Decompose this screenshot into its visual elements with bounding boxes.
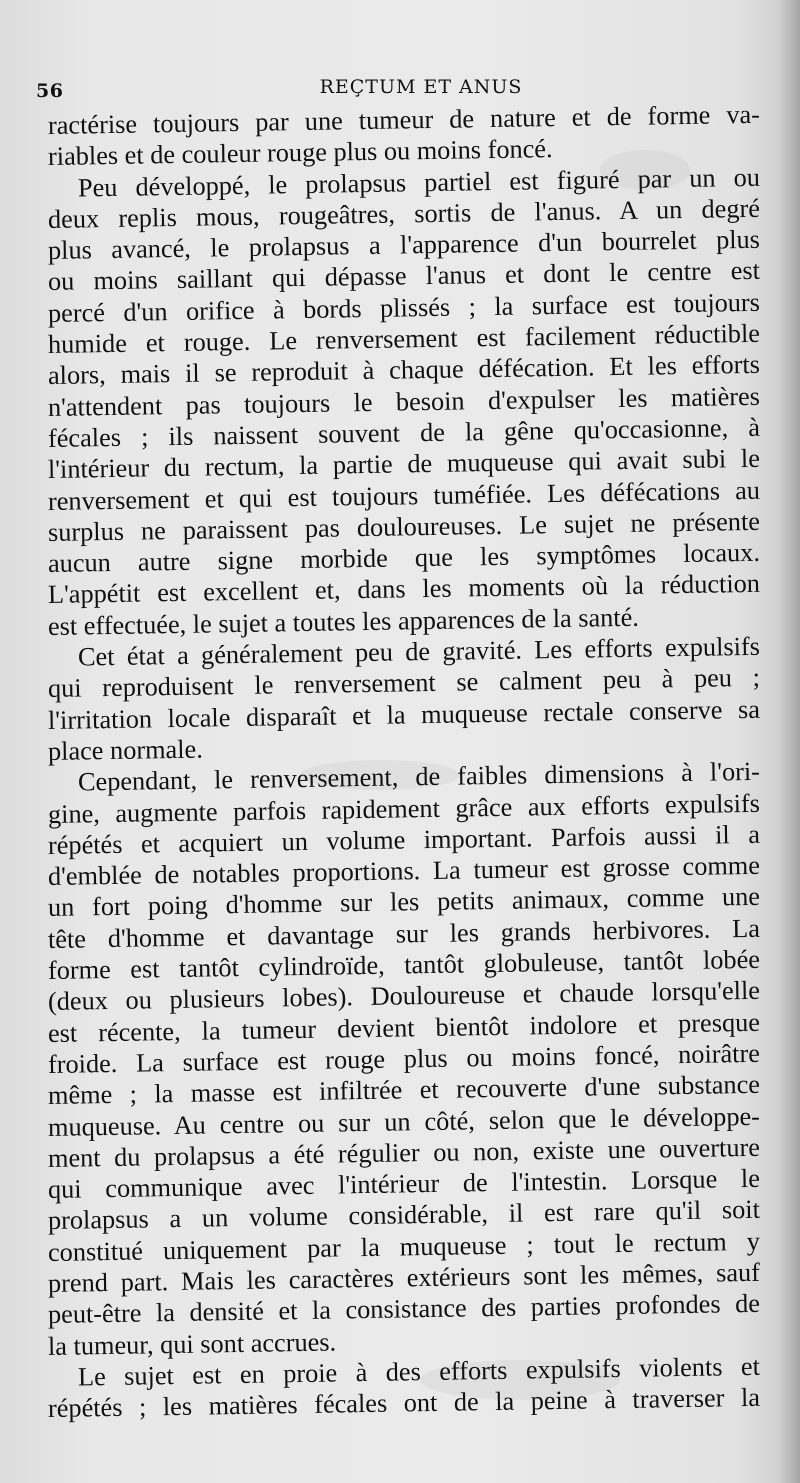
page-header xyxy=(36,74,756,104)
text-line: forme est tantôt cylindroïde, tantôt globuleuse, tantôt lobée xyxy=(47,944,761,986)
text-line: humide et rouge. Le renversement est facilement réductible xyxy=(47,318,761,360)
text-line: peut-être la densité et la consistance des parties profondes de xyxy=(47,1289,761,1330)
text-line: est effectuée, le sujet a toutes les apparences de la santé. xyxy=(47,602,640,641)
text-line: l'irritation locale disparaît et la muqueuse rectale conserve sa xyxy=(47,694,761,735)
text-line: aucun autre signe morbide que les symptômes locaux. xyxy=(47,537,761,579)
text-line: prend part. Mais les caractères extérieurs sont les mêmes, sauf xyxy=(47,1257,761,1298)
running-title: REÇTUM ET ANUS xyxy=(319,76,523,98)
text-line: répétés et acquiert un volume important. Parfois aussi il a xyxy=(47,819,761,860)
text-line: la tumeur, qui sont accrues. xyxy=(47,1327,337,1361)
text-line: Le sujet est en proie à des efforts expulsifs violents et xyxy=(77,1351,761,1392)
text-line: qui reproduisent le renversement se calment peu à peu ; xyxy=(47,663,761,704)
body-text xyxy=(47,99,761,1424)
text-line: L'appétit est excellent et, dans les moments où la réduction xyxy=(47,569,761,610)
text-line: Cependant, le renversement, de faibles dimensions à l'ori- xyxy=(77,757,761,797)
text-line: même ; la masse est infiltrée et recouverte d'une substance xyxy=(47,1070,761,1111)
text-line: percé d'un orifice à bords plissés ; la surface est toujours xyxy=(47,287,761,328)
text-line: constitué uniquement par la muqueuse ; tout le rectum y xyxy=(47,1226,761,1267)
text-line: place normale. xyxy=(47,734,203,766)
text-line: est récente, la tumeur devient bientôt indolore et presque xyxy=(47,1007,761,1048)
text-line: alors, mais il se reproduit à chaque défécation. Et les efforts xyxy=(47,350,761,391)
text-line: renversement et qui est toujours tuméfiée. Les défécations au xyxy=(47,475,761,516)
text-line: d'emblée de notables proportions. La tumeur est grosse comme xyxy=(47,850,761,892)
text-line: l'intérieur du rectum, la partie de muqueuse qui avait subi le xyxy=(47,444,761,485)
text-line: deux replis mous, rougeâtres, sortis de l'anus. A un degré xyxy=(47,193,761,234)
text-line: froide. La surface est rouge plus ou moins foncé, noirâtre xyxy=(47,1038,761,1079)
text-line: un fort poing d'homme sur les petits animaux, comme une xyxy=(47,882,761,923)
text-line: Peu développé, le prolapsus partiel est figuré par un ou xyxy=(77,162,761,203)
text-line: plus avancé, le prolapsus a l'apparence d'un bourrelet plus xyxy=(47,225,761,266)
text-line: ractérise toujours par une tumeur de nature et de forme va- xyxy=(47,99,761,140)
text-line: ou moins saillant qui dépasse l'anus et dont le centre est xyxy=(47,256,761,297)
text-line: répétés ; les matières fécales ont de la peine à traverser la xyxy=(47,1382,761,1424)
text-line: n'attendent pas toujours le besoin d'expulser les matières xyxy=(47,381,761,422)
text-line: Cet état a généralement peu de gravité. Les efforts expulsifs xyxy=(77,631,761,672)
text-line: ment du prolapsus a été régulier ou non, existe une ouverture xyxy=(47,1132,761,1173)
page-edge-shadow xyxy=(778,0,800,1483)
page-number: 56 xyxy=(36,80,64,102)
text-line: fécales ; ils naissent souvent de la gêne qu'occasionne, à xyxy=(47,412,761,453)
text-line: gine, augmente parfois rapidement grâce aux efforts expulsifs xyxy=(47,788,761,829)
text-line: riables et de couleur rouge plus ou moins foncé. xyxy=(47,134,553,172)
text-line: tête d'homme et davantage sur les grands herbivores. La xyxy=(47,913,761,954)
text-line: (deux ou plusieurs lobes). Douloureuse et chaude lorsqu'elle xyxy=(47,976,761,1017)
text-line: qui communique avec l'intérieur de l'intestin. Lorsque le xyxy=(47,1163,761,1205)
text-line: prolapsus a un volume considérable, il est rare qu'il soit xyxy=(47,1195,761,1236)
text-line: surplus ne paraissent pas douloureuses. Le sujet ne présente xyxy=(47,506,761,547)
text-line: muqueuse. Au centre ou sur un côté, selon que le développe- xyxy=(47,1101,761,1142)
